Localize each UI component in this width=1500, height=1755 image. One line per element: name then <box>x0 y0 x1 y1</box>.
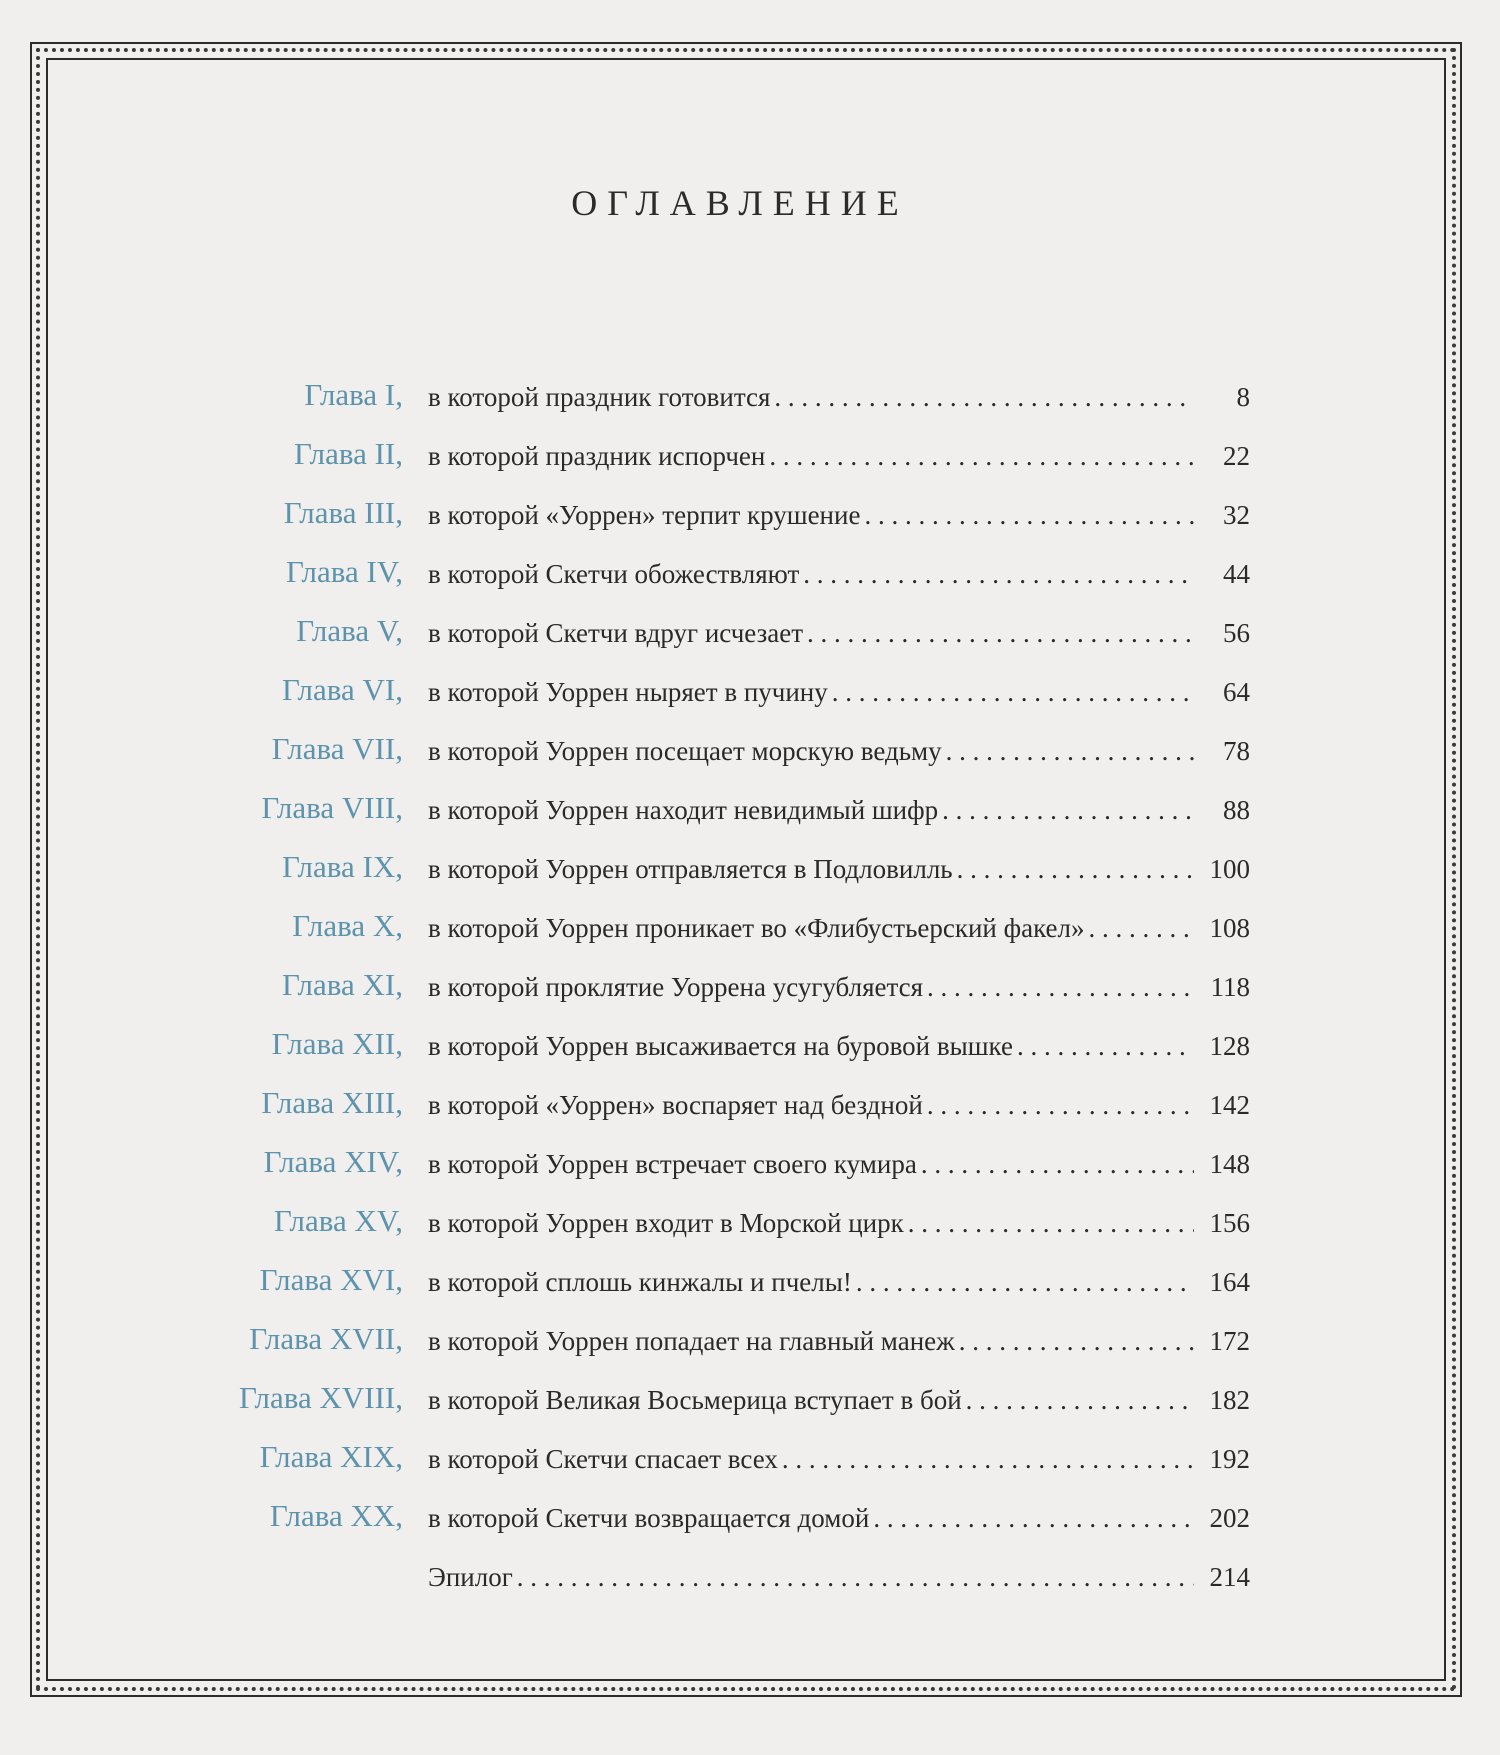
toc-entry[interactable] <box>0 849 1500 908</box>
page-title: ОГЛАВЛЕНИЕ <box>571 183 909 223</box>
entry-line <box>428 499 1250 531</box>
entry-title: в которой Уоррен входит в Морской цирк <box>428 1208 904 1238</box>
toc-entry-epilogue[interactable] <box>0 1557 1500 1616</box>
entry-title: в которой Уоррен высаживается на буровой вышке <box>428 1031 1013 1061</box>
entry-title: в которой Уоррен проникает во «Флибустьерский факел» <box>428 913 1085 943</box>
dot-leader <box>959 1325 1194 1357</box>
chapter-label: Глава II, <box>294 436 403 471</box>
entry-line <box>428 1384 1250 1416</box>
chapter-label: Глава VI, <box>281 672 403 707</box>
entry-title: в которой Уоррен ныряет в пучину <box>428 677 828 707</box>
entry-line <box>428 1325 1250 1357</box>
dot-leader <box>946 735 1194 767</box>
toc-entry[interactable] <box>0 1321 1500 1380</box>
entry-title: в которой Уоррен находит невидимый шифр <box>428 795 939 825</box>
dot-leader <box>782 1443 1194 1475</box>
toc-entry[interactable] <box>0 731 1500 790</box>
entry-line <box>428 971 1250 1003</box>
entry-title: в которой Уоррен попадает на главный манеж <box>428 1326 955 1356</box>
entry-line <box>428 1266 1250 1298</box>
page-number: 78 <box>1223 736 1250 766</box>
entry-title: в которой «Уоррен» терпит крушение <box>428 500 861 530</box>
dot-leader <box>966 1384 1194 1416</box>
page-number: 88 <box>1223 795 1250 825</box>
entry-title: в которой праздник готовится <box>428 382 771 412</box>
page-number: 56 <box>1223 618 1250 648</box>
chapter-label: Глава X, <box>292 908 403 943</box>
toc-entry[interactable] <box>0 1439 1500 1498</box>
chapter-label: Глава XIX, <box>259 1439 403 1474</box>
chapter-label: Глава V, <box>296 613 403 648</box>
chapter-label: Глава VII, <box>271 731 403 766</box>
entry-line <box>428 794 1250 826</box>
dot-leader <box>803 558 1194 590</box>
dot-leader <box>1017 1030 1194 1062</box>
toc-entry[interactable] <box>0 967 1500 1026</box>
dot-leader <box>927 971 1194 1003</box>
page-number: 118 <box>1210 972 1250 1002</box>
dot-leader <box>517 1561 1194 1593</box>
chapter-label: Глава XVIII, <box>238 1380 403 1415</box>
entry-title: в которой Уоррен отправляется в Подловилль <box>428 854 953 884</box>
toc-entry[interactable] <box>0 790 1500 849</box>
dot-leader <box>769 440 1194 472</box>
page-number: 214 <box>1209 1562 1250 1592</box>
entry-line <box>428 735 1250 767</box>
entry-title: в которой сплошь кинжалы и пчелы! <box>428 1267 852 1297</box>
page-number: 202 <box>1209 1503 1250 1533</box>
dot-leader <box>921 1148 1194 1180</box>
dot-leader <box>873 1502 1194 1534</box>
chapter-label: Глава IV, <box>285 554 403 589</box>
chapter-label: Глава XIV, <box>263 1144 403 1179</box>
toc-entry[interactable] <box>0 1262 1500 1321</box>
entry-title: в которой праздник испорчен <box>428 441 766 471</box>
entry-line <box>428 440 1250 472</box>
dot-leader <box>942 794 1194 826</box>
entry-line <box>428 676 1250 708</box>
page-number: 148 <box>1209 1149 1250 1179</box>
chapter-label: Глава IX, <box>281 849 403 884</box>
chapter-label: Глава XIII, <box>261 1085 403 1120</box>
chapter-label: Глава XII, <box>271 1026 403 1061</box>
entry-line <box>428 853 1250 885</box>
entry-line <box>428 912 1250 944</box>
toc-entry[interactable] <box>0 1144 1500 1203</box>
entry-line <box>428 617 1250 649</box>
page-number: 44 <box>1223 559 1250 589</box>
page-number: 108 <box>1209 913 1250 943</box>
dot-leader <box>807 617 1194 649</box>
chapter-label: Глава III, <box>283 495 403 530</box>
toc-entry[interactable] <box>0 554 1500 613</box>
page-number: 172 <box>1209 1326 1250 1356</box>
entry-title: в которой Скетчи вдруг исчезает <box>428 618 804 648</box>
chapter-label: Глава XI, <box>281 967 403 1002</box>
page-number: 156 <box>1209 1208 1250 1238</box>
dot-leader <box>864 499 1194 531</box>
dot-leader <box>774 381 1194 413</box>
dot-leader <box>856 1266 1194 1298</box>
entry-title: в которой Скетчи обожествляют <box>428 559 800 589</box>
toc-entry[interactable] <box>0 672 1500 731</box>
toc-entry[interactable] <box>0 1085 1500 1144</box>
entry-line <box>428 381 1250 413</box>
entry-line <box>428 1148 1250 1180</box>
page-number: 142 <box>1209 1090 1250 1120</box>
dot-leader <box>957 853 1194 885</box>
chapter-label: Глава XVI, <box>259 1262 403 1297</box>
entry-title: в которой проклятие Уоррена усугубляется <box>428 972 924 1002</box>
entry-title: в которой Уоррен встречает своего кумира <box>428 1149 917 1179</box>
toc-entry[interactable] <box>0 377 1500 436</box>
toc-entry[interactable] <box>0 1026 1500 1085</box>
entry-title: в которой Великая Восьмерица вступает в бой <box>428 1385 962 1415</box>
entry-title: Эпилог <box>428 1562 513 1592</box>
entry-line <box>428 558 1250 590</box>
page-number: 128 <box>1209 1031 1250 1061</box>
toc-entry[interactable] <box>0 495 1500 554</box>
entry-title: в которой Скетчи спасает всех <box>428 1444 778 1474</box>
entry-line <box>428 1561 1250 1593</box>
chapter-label: Глава XVII, <box>249 1321 403 1356</box>
toc-list <box>0 377 1500 1616</box>
entry-title: в которой Уоррен посещает морскую ведьму <box>428 736 942 766</box>
dot-leader <box>908 1207 1194 1239</box>
entry-line <box>428 1443 1250 1475</box>
entry-line <box>428 1502 1250 1534</box>
page-number: 164 <box>1209 1267 1250 1297</box>
entry-line <box>428 1030 1250 1062</box>
chapter-label: Глава VIII, <box>261 790 403 825</box>
toc-entry[interactable] <box>0 1380 1500 1439</box>
page-number: 22 <box>1223 441 1250 471</box>
toc-entry[interactable] <box>0 613 1500 672</box>
toc-entry[interactable] <box>0 1498 1500 1557</box>
entry-title: в которой «Уоррен» воспаряет над бездной <box>428 1090 923 1120</box>
toc-entry[interactable] <box>0 436 1500 495</box>
dot-leader <box>832 676 1194 708</box>
toc-entry[interactable] <box>0 1203 1500 1262</box>
page-number: 192 <box>1209 1444 1250 1474</box>
chapter-label: Глава XX, <box>269 1498 403 1533</box>
dot-leader <box>1089 912 1194 944</box>
chapter-label: Глава I, <box>304 377 403 412</box>
page-number: 100 <box>1209 854 1250 884</box>
chapter-label: Глава XV, <box>273 1203 403 1238</box>
page-number: 32 <box>1223 500 1250 530</box>
page-number: 64 <box>1223 677 1250 707</box>
page-number: 8 <box>1236 382 1250 412</box>
dot-leader <box>927 1089 1194 1121</box>
entry-line <box>428 1089 1250 1121</box>
entry-line <box>428 1207 1250 1239</box>
entry-title: в которой Скетчи возвращается домой <box>428 1503 870 1533</box>
toc-entry[interactable] <box>0 908 1500 967</box>
page-number: 182 <box>1209 1385 1250 1415</box>
